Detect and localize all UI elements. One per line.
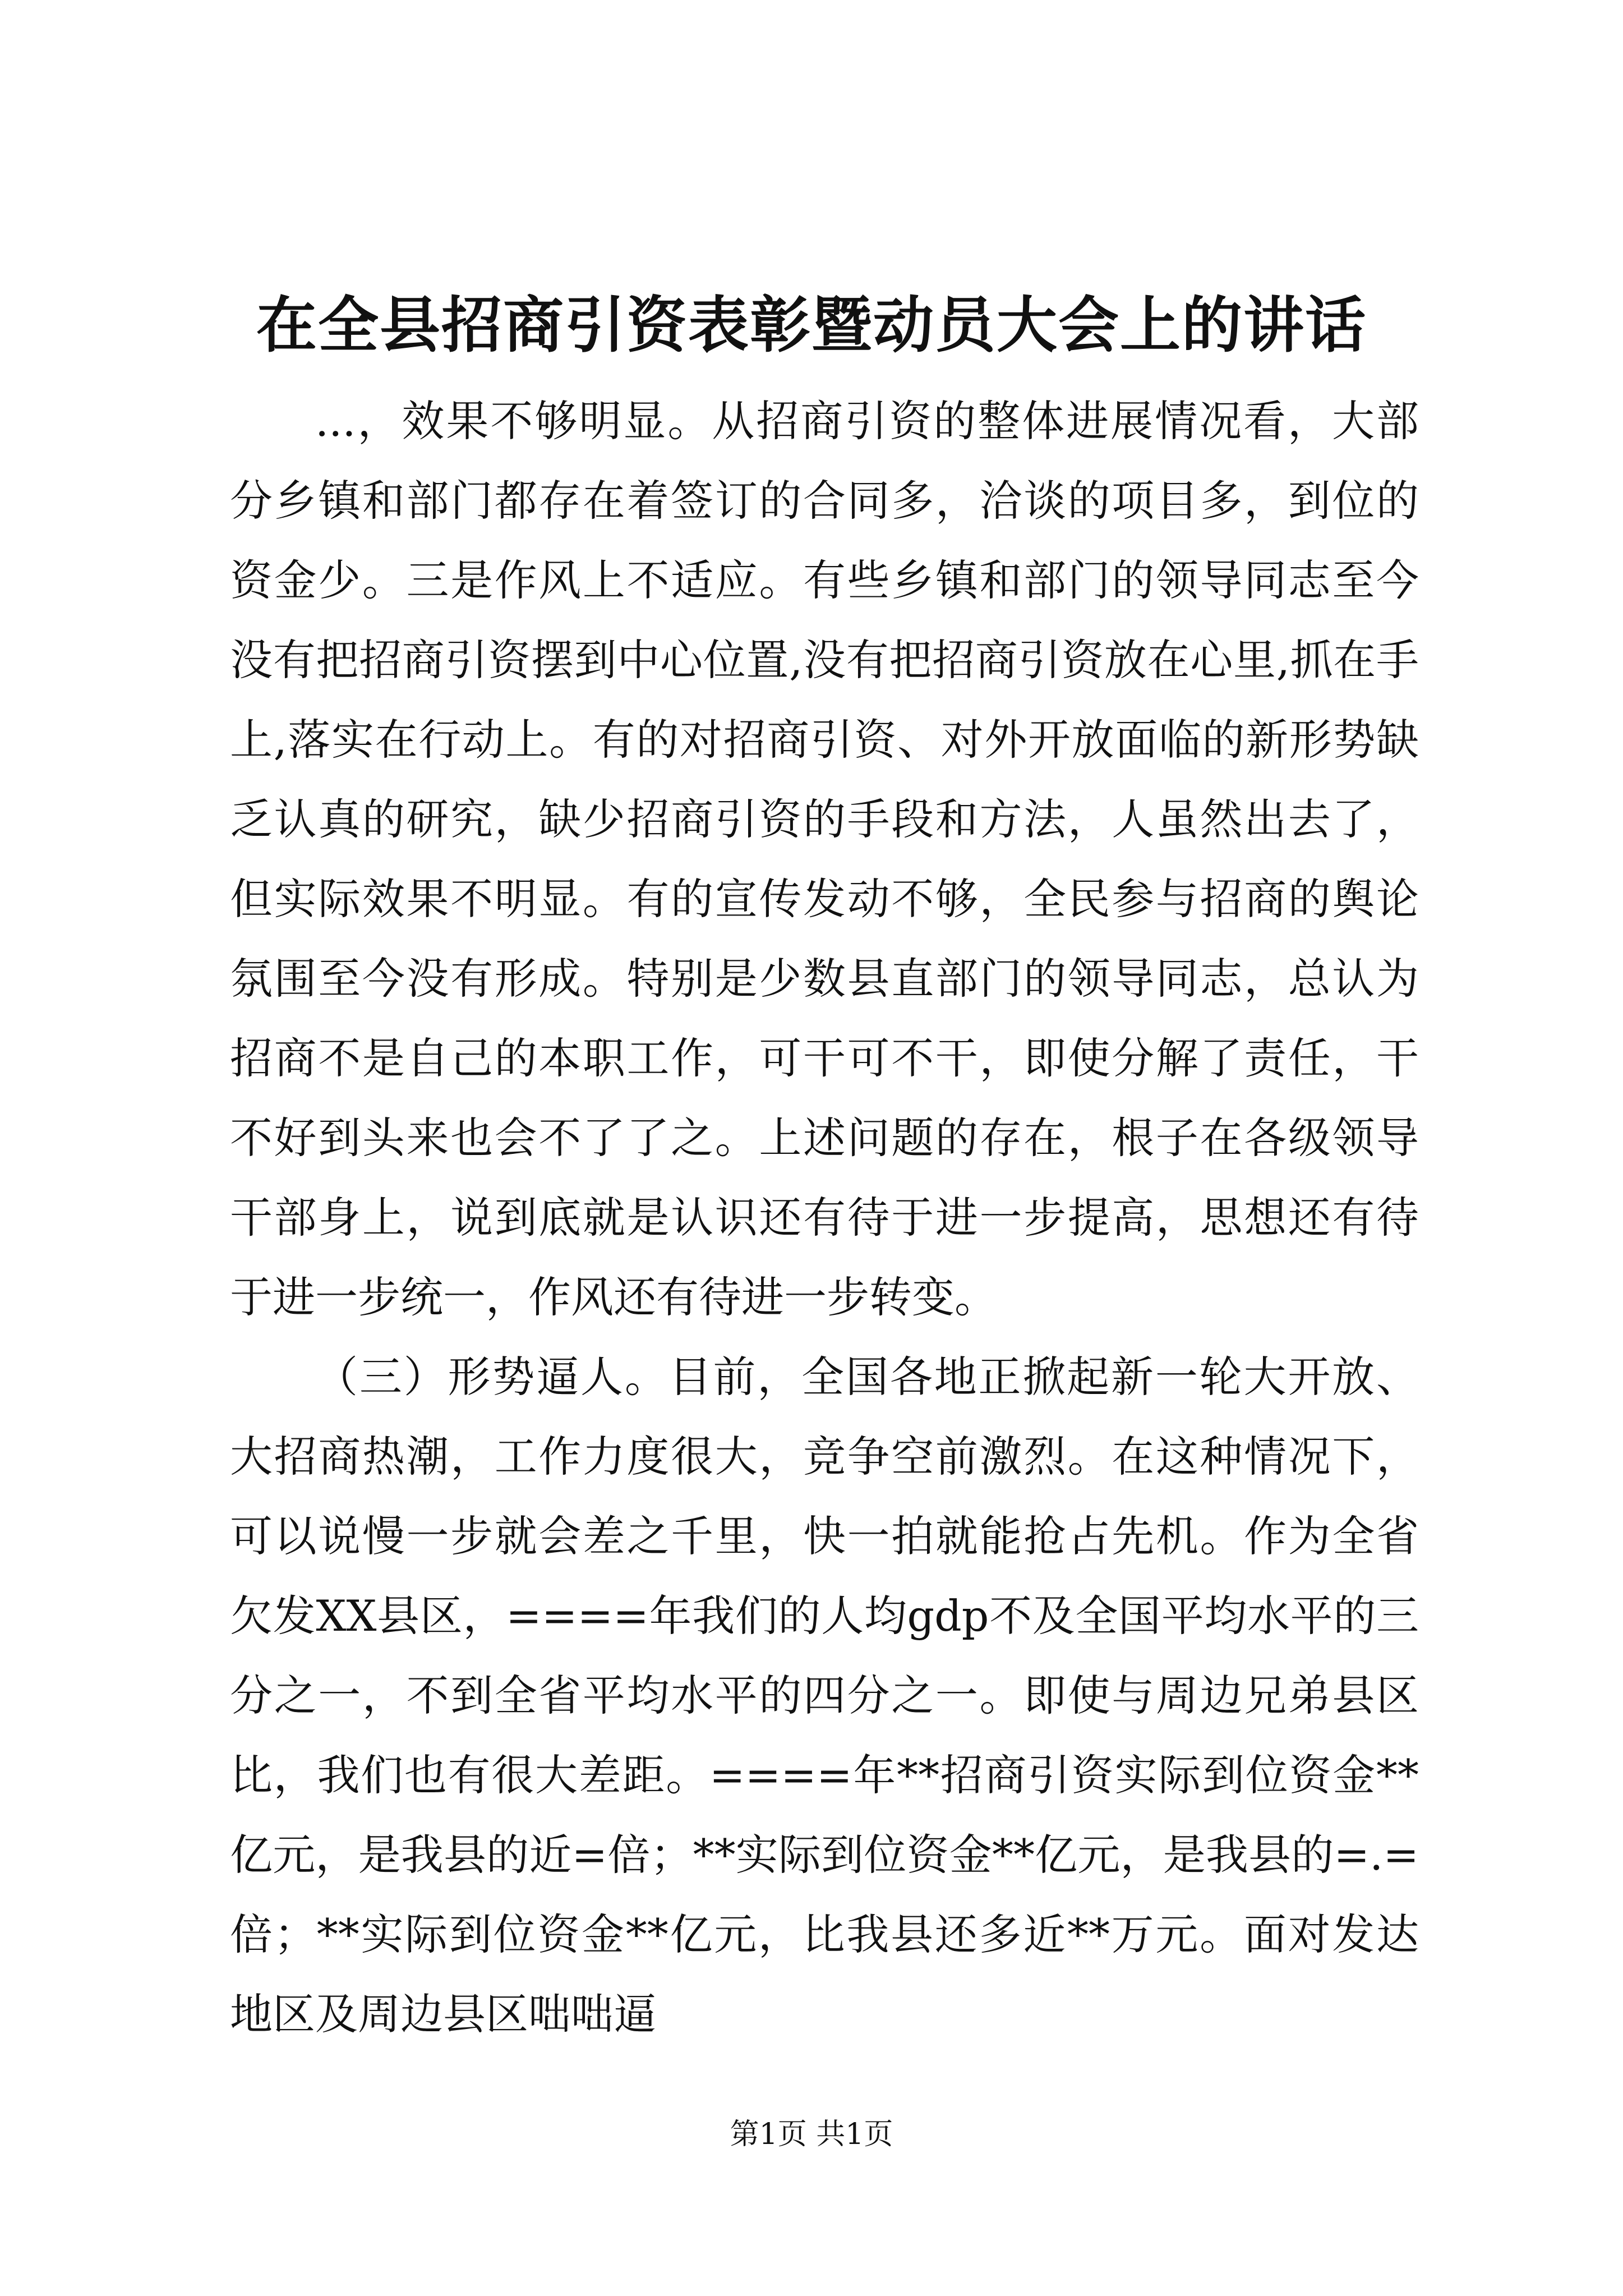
paragraph-2: （三）形势逼人。目前，全国各地正掀起新一轮大开放、大招商热潮，工作力度很大，竞争空前激烈。在这种情况下，可以说慢一步就会差之千里，快一拍就能抢占先机。作为全省欠发XX县区，====年我们的人均gdp不及全国平均水平的三分之一，不到全省平均水平的四分之一。即使与周边兄弟县区比，我们也有很大差距。====年**招商引资实际到位资金**亿元，是我县的近=倍；**实际到位资金**亿元，是我县的=.=倍；**实际到位资金**亿元，比我县还多近**万元。面对发达地区及周边县区咄咄逼	[230, 1352, 1419, 2039]
paragraph-1: ...，效果不够明显。从招商引资的整体进展情况看，大部分乡镇和部门都存在着签订的合同多，洽谈的项目多，到位的资金少。三是作风上不适应。有些乡镇和部门的领导同志至今没有把招商引资摆到中心位置,没有把招商引资放在心里,抓在手上,落实在行动上。有的对招商引资、对外开放面临的新形势缺乏认真的研究，缺少招商引资的手段和方法，人虽然出去了，但实际效果不明显。有的宣传发动不够，全民参与招商的舆论氛围至今没有形成。特别是少数县直部门的领导同志，总认为招商不是自己的本职工作，可干可不干，即使分解了责任，干不好到头来也会不了了之。上述问题的存在，根子在各级领导干部身上，说到底就是认识还有待于进一步提高，思想还有待于进一步统一，作风还有待进一步转变。	[230, 396, 1419, 1322]
document-body	[230, 381, 1419, 2054]
document-title: 在全县招商引资表彰暨动员大会上的讲话	[256, 290, 1367, 361]
page-footer: 第1页 共1页	[730, 2118, 893, 2151]
